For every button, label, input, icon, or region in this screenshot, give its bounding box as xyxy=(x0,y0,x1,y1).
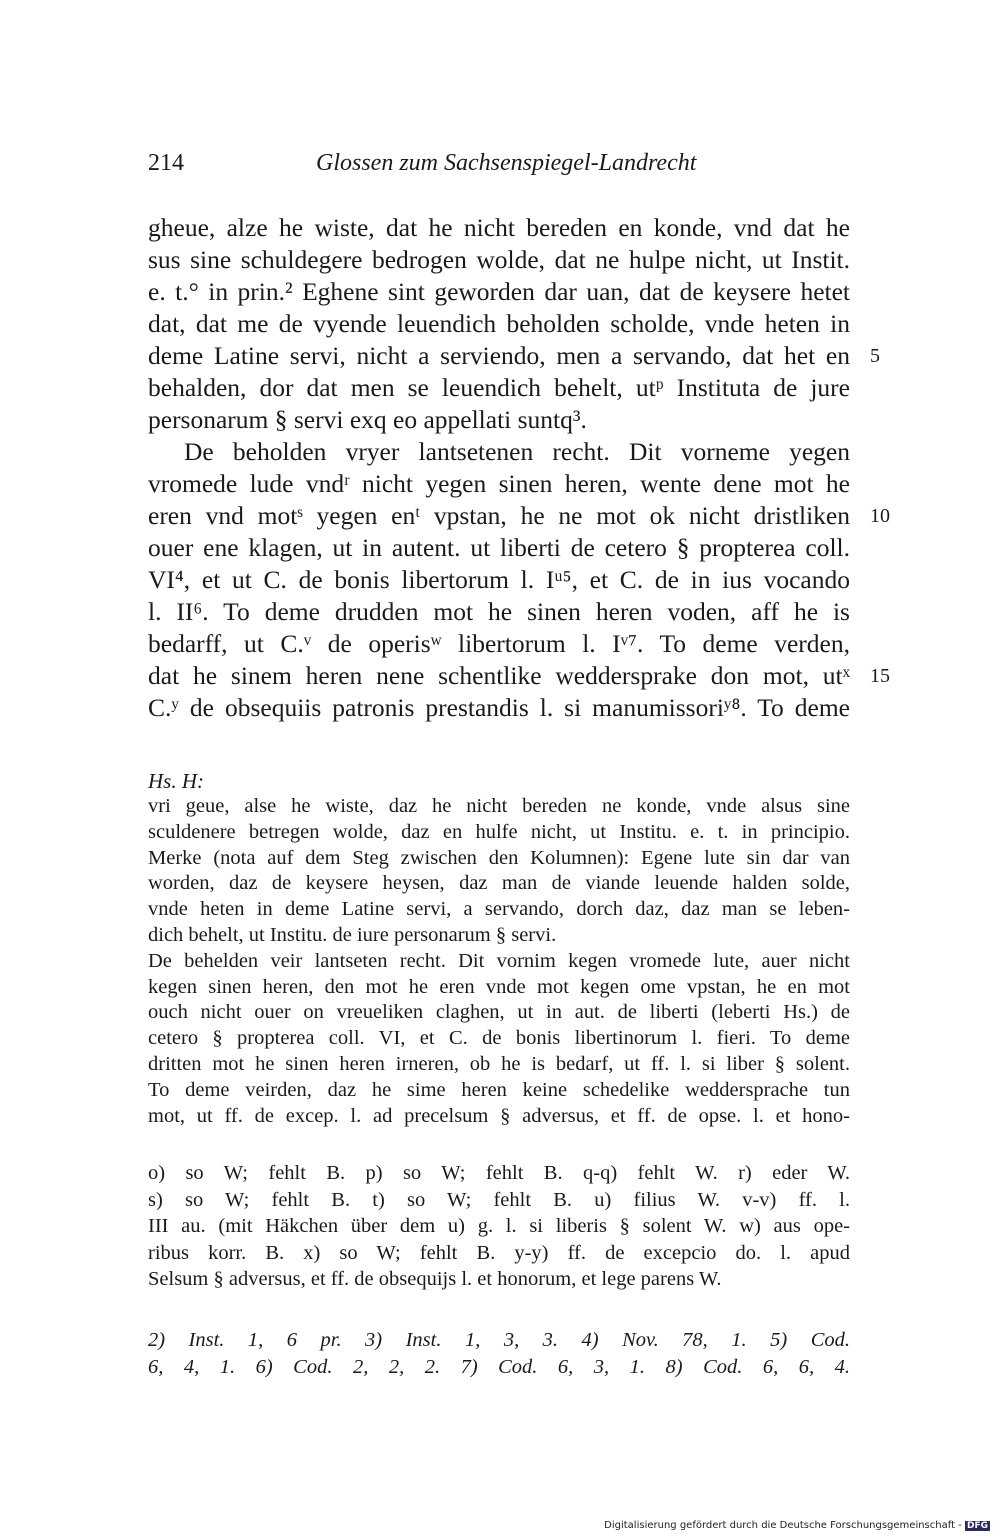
source-notes xyxy=(148,1327,850,1380)
page-number: 214 xyxy=(148,150,184,176)
hs-line: vnde heten in deme Latine servi, a servando, dorch daz, daz man se leben- xyxy=(148,898,850,921)
hs-line: De behelden veir lantseten recht. Dit vornim kegen vromede lute, auer nicht xyxy=(148,949,850,972)
hs-line: dritten mot he sinen heren irneren, ob he is bedarf, ut ff. l. si liber § solent. xyxy=(148,1052,850,1075)
text-line: sus sine schuldegere bedrogen wolde, dat ne hulpe nicht, ut Instit. xyxy=(148,245,850,274)
page-header xyxy=(148,150,848,180)
line-number: 10 xyxy=(870,505,890,527)
text-line-wrap xyxy=(148,660,890,692)
hs-line: cetero § propterea coll. VI, et C. de bonis libertinorum l. fieri. To deme xyxy=(148,1027,850,1050)
dfg-logo: DFG xyxy=(966,1521,988,1531)
line-number: 5 xyxy=(870,345,880,367)
text-line: ouer ene klagen, ut in autent. ut liberti de cetero § propterea coll. xyxy=(148,533,850,562)
main-text xyxy=(148,212,890,724)
text-line-wrap xyxy=(148,500,890,532)
text-line: eren vnd motˢ yegen enᵗ vpstan, he ne mot ok nicht dristliken xyxy=(148,501,850,530)
text-line: VI⁴, et ut C. de bonis libertorum l. Iᵘ⁵, et C. de in ius vocando xyxy=(148,565,850,594)
hs-line: sculdenere betregen wolde, daz en hulfe nicht, ut Institu. e. t. in principio. xyxy=(148,820,850,843)
hs-line: worden, daz de keysere heysen, daz man de viande leuende halden solde, xyxy=(148,872,850,895)
text-line: C.ʸ de obsequiis patronis prestandis l. si manumissoriʸ⁸. To deme xyxy=(148,693,850,722)
hs-line: mot, ut ff. de excep. l. ad precelsum § adversus, et ff. de opse. l. et hono- xyxy=(148,1104,850,1127)
text-line: De beholden vryer lantsetenen recht. Dit vorneme yegen xyxy=(184,437,850,466)
footer-text: Digitalisierung gefördert durch die Deutsche Forschungsgemeinschaft - xyxy=(604,1520,962,1531)
hs-line: ouch nicht ouer on vreueliken claghen, ut in aut. de liberti (leberti Hs.) de xyxy=(148,1001,850,1024)
source-line: 6, 4, 1. 6) Cod. 2, 2, 2. 7) Cod. 6, 3, 1. 8) Cod. 6, 6, 4. xyxy=(148,1355,850,1378)
hs-line: dich behelt, ut Institu. de iure personarum § servi. xyxy=(148,923,557,946)
apparatus-line: s) so W; fehlt B. t) so W; fehlt B. u) filius W. v-v) ff. l. xyxy=(148,1188,850,1211)
text-line: gheue, alze he wiste, dat he nicht bereden en konde, vnd dat he xyxy=(148,213,850,242)
text-line-wrap xyxy=(148,340,880,372)
text-line: behalden, dor dat men se leuendich behelt, utᵖ Instituta de jure xyxy=(148,373,850,402)
critical-apparatus xyxy=(148,1160,850,1293)
text-line: personarum § servi exq eo appellati suntq³. xyxy=(148,405,587,434)
line-number: 15 xyxy=(870,665,890,687)
apparatus-line: ribus korr. B. x) so W; fehlt B. y-y) ff. de excepcio do. l. apud xyxy=(148,1241,850,1264)
hs-title: Hs. H: xyxy=(148,769,204,793)
text-line: deme Latine servi, nicht a serviendo, men a servando, dat het en xyxy=(148,341,850,370)
running-title: Glossen zum Sachsenspiegel-Landrecht xyxy=(316,150,697,176)
text-line: dat he sinem heren nene schentlike weddersprake don mot, utˣ xyxy=(148,661,850,690)
text-line: dat, dat me de vyende leuendich beholden scholde, vnde heten in xyxy=(148,309,850,338)
apparatus-line: III au. (mit Häkchen über dem u) g. l. si liberis § solent W. w) aus ope- xyxy=(148,1215,850,1237)
apparatus-line: o) so W; fehlt B. p) so W; fehlt B. q-q) fehlt W. r) eder W. xyxy=(148,1162,850,1184)
text-line: bedarff, ut C.ᵛ de operisʷ libertorum l. Iᵛ⁷. To deme verden, xyxy=(148,629,850,658)
digitization-footer xyxy=(604,1520,990,1531)
hs-line: Merke (nota auf dem Steg zwischen den Kolumnen): Egene lute sin dar van xyxy=(148,846,850,869)
manuscript-h-section xyxy=(148,768,850,1129)
hs-line: vri geue, alse he wiste, daz he nicht bereden ne konde, vnde alsus sine xyxy=(148,795,850,817)
hs-line: kegen sinen heren, den mot he eren vnde mot kegen ome vpstan, he en mot xyxy=(148,975,850,998)
hs-line: To deme veirden, daz he sime heren keine schedelike weddersprache tun xyxy=(148,1078,850,1101)
apparatus-line: Selsum § adversus, et ff. de obsequijs l. et honorum, et lege parens W. xyxy=(148,1268,722,1290)
source-line: 2) Inst. 1, 6 pr. 3) Inst. 1, 3, 3. 4) Nov. 78, 1. 5) Cod. xyxy=(148,1329,850,1351)
text-line: e. t.° in prin.² Eghene sint geworden dar uan, dat de keysere hetet xyxy=(148,277,850,306)
text-line: l. II⁶. To deme drudden mot he sinen heren voden, aff he is xyxy=(148,597,850,626)
text-line: vromede lude vndʳ nicht yegen sinen heren, wente dene mot he xyxy=(148,469,850,498)
